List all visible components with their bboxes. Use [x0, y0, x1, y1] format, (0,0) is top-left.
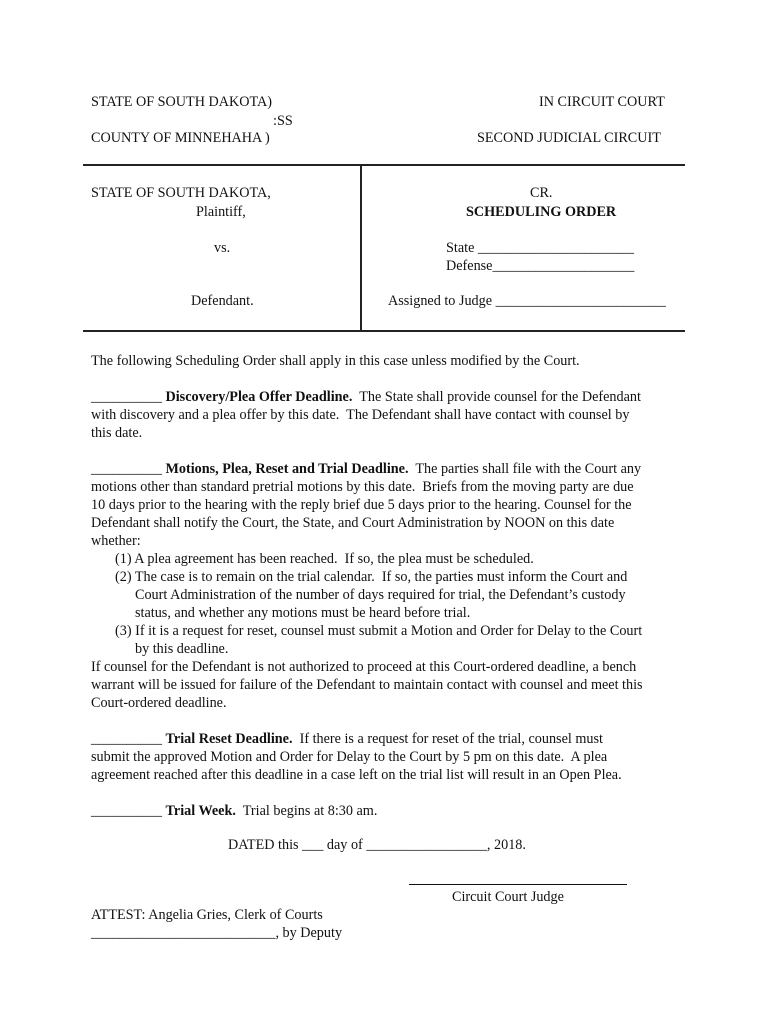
assigned-judge-line [388, 293, 666, 310]
reset-line-3: agreement reached after this deadline in a case left on the trial list will result in an Open Plea. [91, 767, 622, 783]
judge-label: Assigned to Judge [388, 293, 493, 309]
defendant-label: Defendant. [191, 293, 254, 309]
discovery-line-1 [91, 389, 641, 406]
motions-line-4: Defendant shall notify the Court, the State, and Court Administration by NOON on this date [91, 515, 615, 531]
versus-label: vs. [214, 240, 231, 256]
motions-item-3-line-2: by this deadline. [135, 641, 229, 657]
reset-date-blank: __________ [91, 731, 162, 747]
discovery-heading: Discovery/Plea Offer Deadline. [165, 389, 353, 405]
discovery-date-blank: __________ [91, 389, 162, 405]
defense-label: Defense [446, 258, 493, 274]
deputy-line [91, 925, 342, 942]
trial-week-date-blank: __________ [91, 803, 162, 819]
motions-line-3: 10 days prior to the hearing with the reply brief due 5 days prior to the hearing. Counsel for the [91, 497, 632, 513]
trial-week-line [91, 803, 377, 820]
plaintiff-label: Plaintiff, [196, 204, 246, 220]
document-title: SCHEDULING ORDER [466, 204, 617, 220]
header-state: STATE OF SOUTH DAKOTA) [91, 94, 272, 110]
bench-warrant-line-2: warrant will be issued for failure of the Defendant to maintain contact with counsel and meet this [91, 677, 643, 693]
judge-signature-label: Circuit Court Judge [452, 889, 564, 905]
case-number-prefix: CR. [530, 185, 553, 201]
reset-text-1: If there is a request for reset of the trial, counsel must [299, 731, 603, 747]
plaintiff-name: STATE OF SOUTH DAKOTA, [91, 185, 271, 201]
discovery-line-2: with discovery and a plea offer by this date. The Defendant shall have contact with counsel by [91, 407, 630, 423]
motions-line-1 [91, 461, 641, 478]
header-circuit: SECOND JUDICIAL CIRCUIT [477, 130, 661, 146]
motions-date-blank: __________ [91, 461, 162, 477]
discovery-line-3: this date. [91, 425, 143, 441]
header-court: IN CIRCUIT COURT [539, 94, 665, 110]
caption-divider [360, 165, 362, 332]
reset-line-1 [91, 731, 603, 748]
motions-item-3-line-1: (3) If it is a request for reset, counsel must submit a Motion and Order for Delay to the Court [115, 623, 643, 639]
defense-attorney-blank: ____________________ [492, 258, 635, 274]
state-attorney-blank: ______________________ [477, 240, 634, 256]
trial-week-text: Trial begins at 8:30 am. [242, 803, 378, 819]
discovery-text-1: The State shall provide counsel for the Defendant [359, 389, 641, 405]
header-county: COUNTY OF MINNEHAHA ) [91, 130, 270, 146]
bench-warrant-line-3: Court-ordered deadline. [91, 695, 227, 711]
attest-line: ATTEST: Angelia Gries, Clerk of Courts [91, 907, 323, 923]
motions-line-2: motions other than standard pretrial motions by this date. Briefs from the moving party are due [91, 479, 634, 495]
motions-line-5: whether: [91, 533, 141, 549]
reset-heading: Trial Reset Deadline. [165, 731, 293, 747]
caption-bottom-rule [83, 330, 685, 332]
judge-blank: ________________________ [495, 293, 666, 309]
motions-item-2-line-1: (2) The case is to remain on the trial calendar. If so, the parties must inform the Court and [115, 569, 628, 585]
motions-item-2-line-3: status, and whether any motions must be heard before trial. [135, 605, 471, 621]
motions-item-2-line-2: Court Administration of the number of days required for trial, the Defendant’s custody [135, 587, 626, 603]
caption-top-rule [83, 164, 685, 166]
dated-line: DATED this ___ day of _________________, 2018. [228, 837, 526, 853]
deputy-suffix: , by Deputy [275, 925, 343, 941]
motions-heading: Motions, Plea, Reset and Trial Deadline. [165, 461, 409, 477]
trial-week-heading: Trial Week. [165, 803, 236, 819]
deputy-blank: __________________________ [91, 925, 276, 941]
state-attorney-line [446, 240, 634, 257]
header-ss: :SS [273, 113, 293, 129]
intro-text: The following Scheduling Order shall apply in this case unless modified by the Court. [91, 353, 580, 369]
motions-item-1: (1) A plea agreement has been reached. If so, the plea must be scheduled. [115, 551, 534, 567]
defense-attorney-line [446, 258, 634, 275]
bench-warrant-line-1: If counsel for the Defendant is not authorized to proceed at this Court-ordered deadline, a bench [91, 659, 637, 675]
judge-signature-line [409, 884, 627, 885]
state-label: State [446, 240, 475, 256]
reset-line-2: submit the approved Motion and Order for Delay to the Court by 5 pm on this date. A plea [91, 749, 608, 765]
motions-text-1: The parties shall file with the Court any [415, 461, 642, 477]
